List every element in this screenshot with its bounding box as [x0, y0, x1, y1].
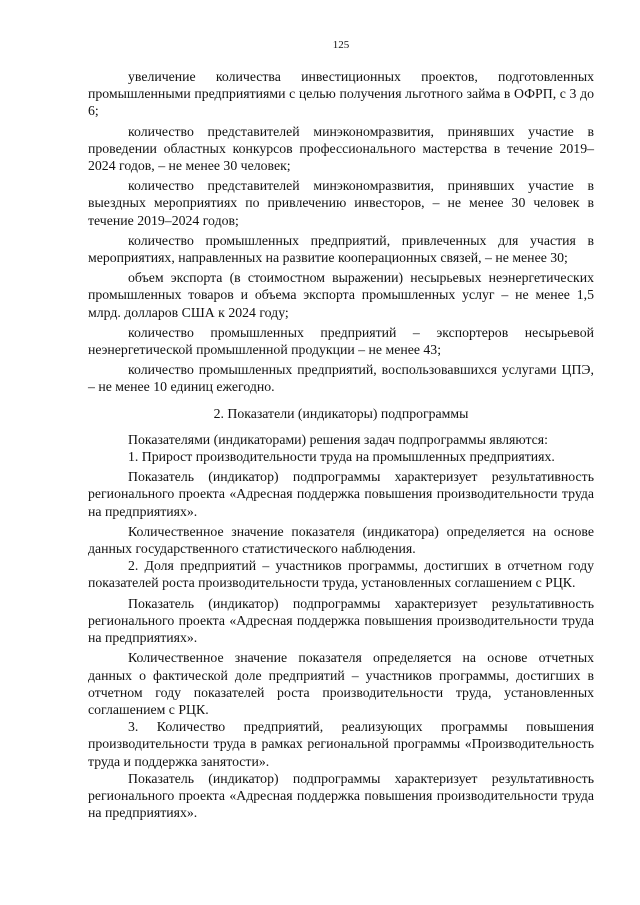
paragraph-indicators-intro: Показателями (индикаторами) решения задач подпрограммы являются: — [128, 431, 548, 447]
paragraph-skill-contests: количество представителей минэкономразвития, принявших участие в проведении областных конкурсов профессионального мастерства в течение 2019–2024 годов, – не менее 30 человек; — [88, 123, 594, 174]
paragraph-indicator-2-characterizes: Показатель (индикатор) подпрограммы характеризует результативность регионального проекта «Адресная поддержка повышения производительности труда на предприятиях». — [88, 595, 594, 646]
section-title: 2. Показатели (индикаторы) подпрограммы — [213, 405, 469, 421]
paragraph-indicator-3: 3. Количество предприятий, реализующих программы повышения производительности труда в рамках региональной программы «Производительность труда и поддержка занятости». — [88, 719, 594, 769]
paragraph-indicator-3-characterizes: Показатель (индикатор) подпрограммы характеризует результативность регионального проекта «Адресная поддержка повышения производительности труда на предприятиях». — [88, 770, 594, 821]
paragraph-indicator-1-value: Количественное значение показателя (индикатора) определяется на основе данных государственного статистического наблюдения. — [88, 523, 594, 557]
page-number: 125 — [332, 39, 350, 51]
paragraph-cpe-services: количество промышленных предприятий, воспользовавшихся услугами ЦПЭ, – не менее 10 единиц ежегодно. — [88, 362, 594, 395]
paragraph-cooperation-links: количество промышленных предприятий, привлеченных для участия в мероприятиях, направленных на развитие кооперационных связей, – не менее 30; — [88, 232, 594, 266]
paragraph-indicator-2-value: Количественное значение показателя определяется на основе отчетных данных о фактической доле предприятий – участников программы, достигших в отчетном году показателей роста производительности труда, установленных соглашением с РЦК. — [88, 650, 594, 717]
paragraph-investment-projects: увеличение количества инвестиционных проектов, подготовленных промышленными предприятиями с целью получения льготного займа в ОФРП, с 3 до 6; — [88, 69, 594, 119]
paragraph-indicator-2: 2. Доля предприятий – участников программы, достигших в отчетном году показателей роста производительности труда, установленных соглашением с РЦК. — [88, 558, 594, 591]
paragraph-indicator-1-characterizes: Показатель (индикатор) подпрограммы характеризует результативность регионального проекта «Адресная поддержка повышения производительности труда на предприятиях». — [88, 469, 594, 519]
paragraph-export-volume: объем экспорта (в стоимостном выражении) несырьевых неэнергетических промышленных товаров и объема экспорта промышленных услуг – не менее 1,5 млрд. долларов США к 2024 году; — [88, 270, 594, 320]
paragraph-exporters-count: количество промышленных предприятий – экспортеров несырьевой неэнергетической промышленной продукции – не менее 43; — [88, 324, 594, 358]
paragraph-investor-events: количество представителей минэкономразвития, принявших участие в выездных мероприятиях по привлечению инвесторов, – не менее 30 человек в течение 2019–2024 годов; — [88, 178, 594, 228]
paragraph-indicator-1: 1. Прирост производительности труда на промышленных предприятиях. — [128, 449, 555, 465]
document-page — [88, 38, 594, 898]
